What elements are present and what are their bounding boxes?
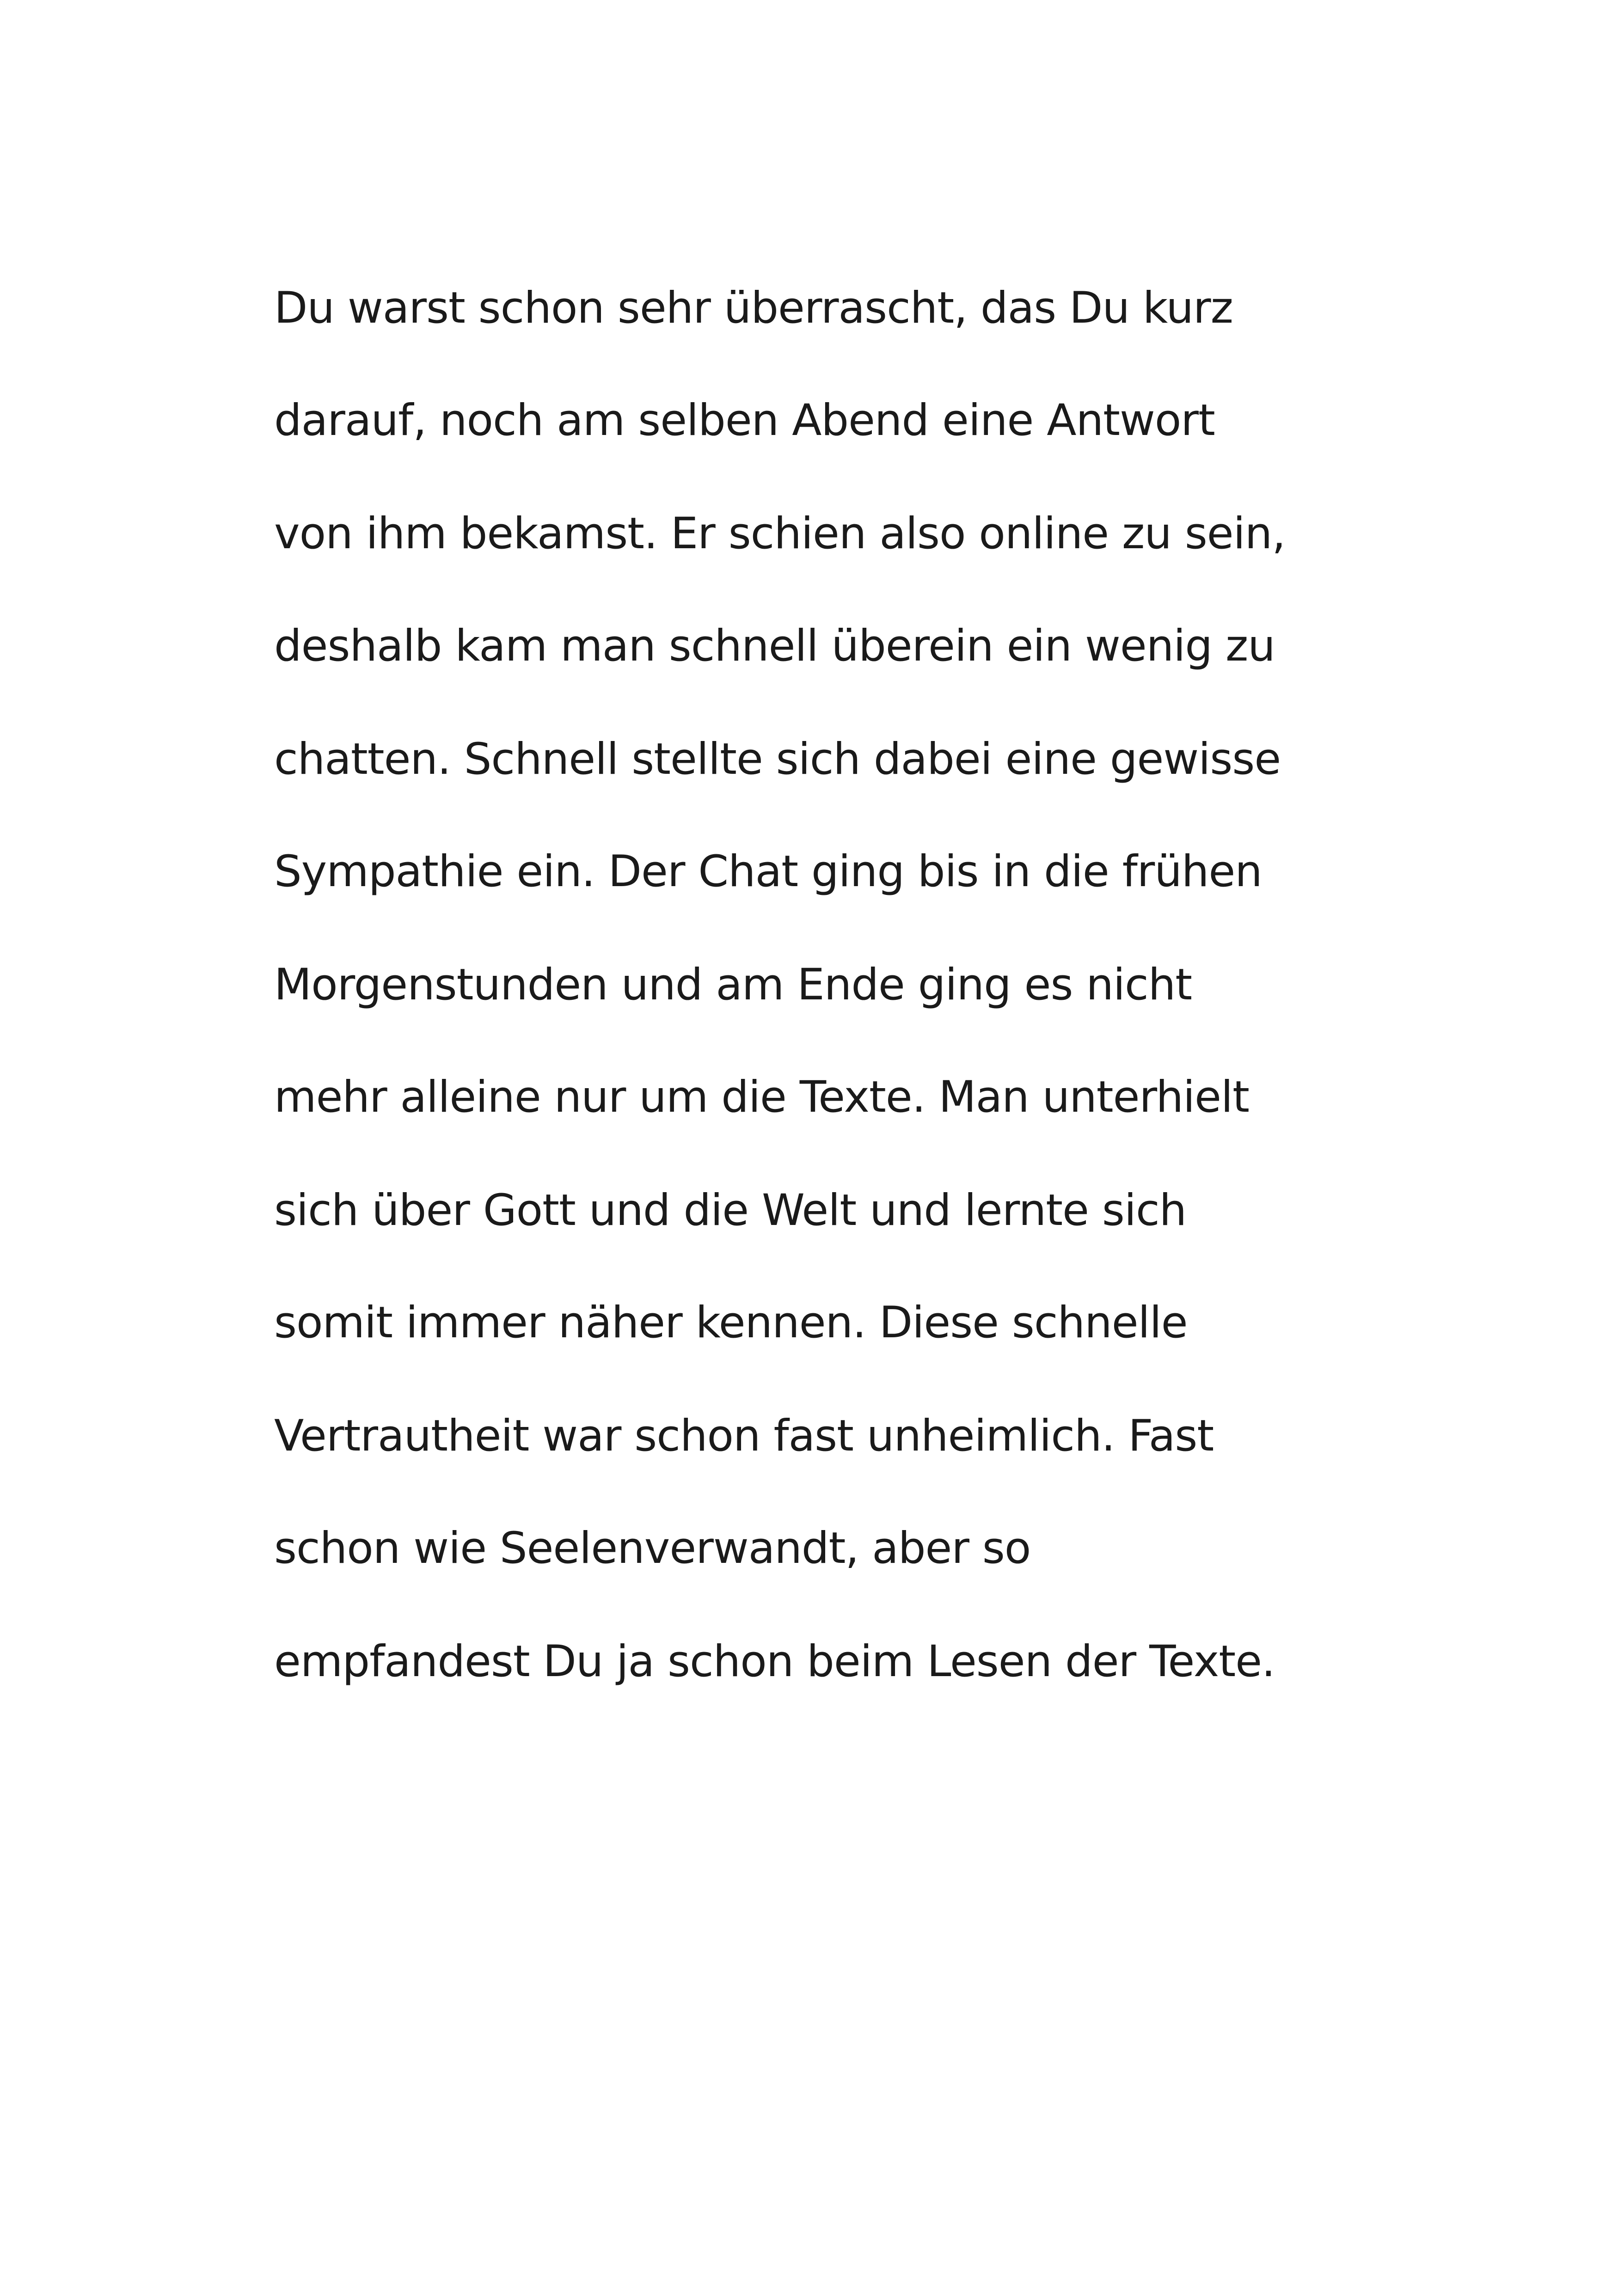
text-line: Morgenstunden und am Ende ging es nicht [274, 960, 1192, 1010]
text-line: von ihm bekamst. Er schien also online zu sein, [274, 508, 1286, 559]
body-text [274, 0, 1430, 2296]
text-line: deshalb kam man schnell überein ein wenig zu [274, 621, 1275, 671]
text-line: darauf, noch am selben Abend eine Antwort [274, 395, 1215, 446]
text-line: somit immer näher kennen. Diese schnelle [274, 1298, 1188, 1348]
text-line: Du warst schon sehr überrascht, das Du kurz [274, 283, 1233, 333]
text-line: mehr alleine nur um die Texte. Man unterhielt [274, 1072, 1249, 1122]
text-line: empfandest Du ja schon beim Lesen der Texte. [274, 1636, 1275, 1687]
text-line: sich über Gott und die Welt und lernte sich [274, 1185, 1187, 1236]
text-line: schon wie Seelenverwandt, aber so [274, 1523, 1031, 1574]
text-line: chatten. Schnell stellte sich dabei eine gewisse [274, 734, 1281, 784]
text-line: Vertrautheit war schon fast unheimlich. Fast [274, 1411, 1214, 1461]
text-line: Sympathie ein. Der Chat ging bis in die frühen [274, 846, 1262, 897]
